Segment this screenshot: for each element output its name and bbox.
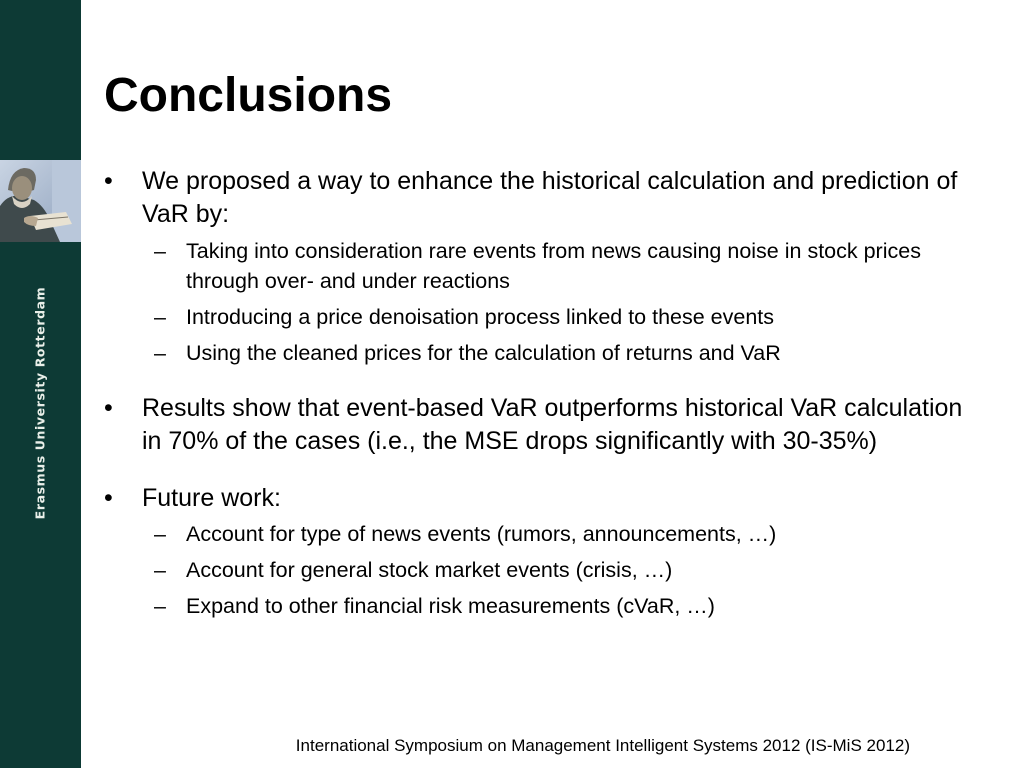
sub-bullet <box>154 555 984 585</box>
sub-bullet-text: Account for general stock market events (crisis, …) <box>186 558 673 582</box>
slide-title: Conclusions <box>104 69 393 122</box>
university-name: Erasmus University Rotterdam <box>32 286 48 520</box>
footer-conference: International Symposium on Management Intelligent Systems 2012 (IS-MiS 2012) <box>295 736 910 755</box>
sub-bullet-text: Taking into consideration rare events from news causing noise in stock prices through over- and under reactions <box>186 239 921 293</box>
bullet-3 <box>104 482 984 515</box>
slide-content <box>104 165 984 621</box>
bullet-dot-icon: • <box>104 167 113 195</box>
sidebar <box>0 0 81 768</box>
bullet-text: Results show that event-based VaR outperforms historical VaR calculation in 70% of the cases (i.e., the MSE drops significantly with 30-35%) <box>142 394 963 455</box>
bullet-dot-icon: • <box>104 484 113 512</box>
dash-icon: – <box>154 594 166 618</box>
sub-bullet <box>154 338 984 368</box>
scholar-portrait-icon <box>0 160 81 242</box>
bullet-text: Future work: <box>142 484 281 512</box>
dash-icon: – <box>154 239 166 263</box>
sub-bullet-text: Account for type of news events (rumors, announcements, …) <box>186 522 777 546</box>
sub-bullet <box>154 591 984 621</box>
dash-icon: – <box>154 522 166 546</box>
dash-icon: – <box>154 558 166 582</box>
sub-bullet-text: Using the cleaned prices for the calculation of returns and VaR <box>186 341 781 365</box>
bullet-2 <box>104 392 984 458</box>
sub-bullet-text: Introducing a price denoisation process linked to these events <box>186 305 775 329</box>
sub-bullet <box>154 519 984 549</box>
bullet-text: We proposed a way to enhance the historical calculation and prediction of VaR by: <box>142 167 958 228</box>
sub-bullet-text: Expand to other financial risk measurements (cVaR, …) <box>186 594 715 618</box>
dash-icon: – <box>154 341 166 365</box>
bullet-dot-icon: • <box>104 394 113 422</box>
dash-icon: – <box>154 305 166 329</box>
sub-bullet <box>154 302 984 332</box>
sub-bullet <box>154 236 984 296</box>
bullet-1 <box>104 165 984 231</box>
